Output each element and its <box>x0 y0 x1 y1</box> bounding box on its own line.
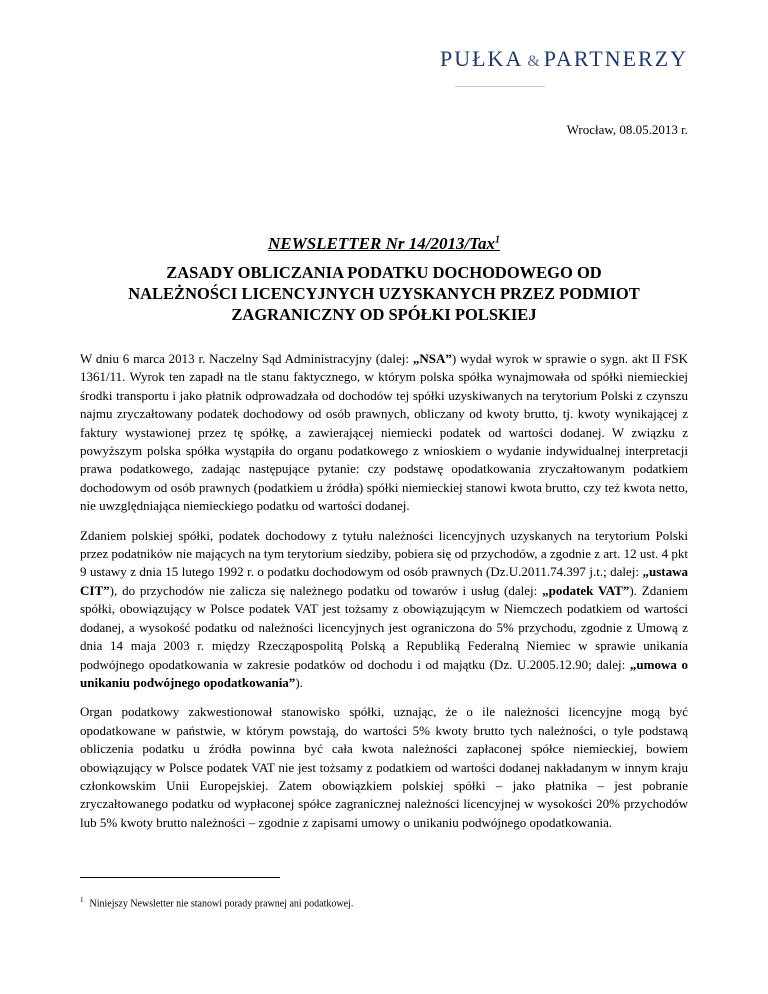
p2-text-a: Zdaniem polskiej spółki, podatek dochodowy z tytułu należności licencyjnych uzyskanych na terytorium Polski przez podatników nie mających na tym terytorium siedziby, pobiera się od przychodów, a zgodnie z art. 12 ust. 4 pkt 9 ustawy z dnia 15 lutego 1992 r. o podatku dochodowym od osób prawnych (Dz.U.2011.74.397 j.t.; dalej: <box>80 527 688 580</box>
footnote-mark: 1 <box>80 896 84 904</box>
p1-text-c: ) wydał wyrok w sprawie o sygn. akt II FSK 1361/11. Wyrok ten zapadł na tle stanu faktycznego, w którym polska spółka wynajmowała od spółki niemieckiej środki transportu i jako płatnik odprowadzała od dochodów tej spółki uzyskiwanych na terytorium Polski z czynszu najmu zryczałtowany podatek dochodowy od osób prawnych, obliczany od kwoty brutto, tj. kwoty wynikającej z faktury wystawionej przez tę spółkę, a zawierającej niemiecki podatek od wartości dodanej. W związku z powyższym polska spółka wystąpiła do organu podatkowego z wnioskiem o wydanie indywidualnej interpretacji prawa podatkowego, zadając następujące pytanie: czy podstawę opodatkowania zryczałtowanym podatkiem dochodowym od osób prawnych (podatkiem u źródła) spółki niemieckiej stanowi kwota brutto, czy też kwota netto, nie uwzględniająca niemieckiego podatku od wartości dodanej. <box>80 351 688 514</box>
logo-left-text: PUŁKA <box>440 46 524 71</box>
logo-divider <box>455 86 545 87</box>
p1-text-a: W dniu 6 marca 2013 r. Naczelny Sąd Administracyjny (dalej: <box>80 351 413 366</box>
document-date: Wrocław, 08.05.2013 r. <box>566 122 688 137</box>
document-body <box>80 350 688 843</box>
p2-text-e: ). Zdaniem spółki, obowiązujący w Polsce podatek VAT jest tożsamy z obowiązującym w Niemczech podatkiem od wartości dodanej, a wysokość podatku od należności licencyjnych jest ograniczona do 5% przychodu, zgodnie z Umową z dnia 14 maja 2003 r. między Rzecząpospolitą Polską a Republiką Federalną Niemiec w sprawie unikania podwójnego opodatkowania w zakresie podatków od dochodu i od majątku (Dz. U.2005.12.90; dalej: <box>80 582 688 672</box>
paragraph-2 <box>80 527 688 693</box>
paragraph-1 <box>80 350 688 516</box>
p2-text-g: ). <box>295 674 303 690</box>
p1-term-nsa: „NSA” <box>412 351 452 366</box>
p2-term-cit: „ustawa CIT” <box>80 564 688 598</box>
footnote <box>80 896 688 909</box>
company-logo <box>440 46 700 72</box>
p2-term-vat: „podatek VAT” <box>542 582 630 598</box>
document-headline: ZASADY OBLICZANIA PODATKU DOCHODOWEGO OD NALEŻNOŚCI LICENCYJNYCH UZYSKANYCH PRZEZ PODMIOT ZAGRANICZNY OD SPÓŁKI POLSKIEJ <box>128 263 640 324</box>
p2-term-umowa: „umowa o unikaniu podwójnego opodatkowania” <box>80 656 688 690</box>
footnote-separator <box>80 877 280 878</box>
newsletter-title-text: NEWSLETTER Nr 14/2013/Tax <box>267 234 496 253</box>
logo-right-text: PARTNERZY <box>543 46 689 71</box>
logo-ampersand: & <box>527 53 540 70</box>
paragraph-3: Organ podatkowy zakwestionował stanowisko spółki, uznając, że o ile należności licencyjne mogą być opodatkowane w państwie, w którym powstają, do wartości 5% kwoty brutto tych należności, o tyle podstawą obliczenia podatku u źródła powinna być cała kwota należności zapłaconej spółce niemieckiej, bowiem obowiązujący w Polsce podatek VAT nie jest tożsamy z podatkiem od wartości dodanej nakładanym w innym kraju członkowskim Unii Europejskiej. Zatem obowiązkiem polskiej spółki – jako płatnika – jest pobranie zryczałtowanego podatku od wypłaconej spółce zagranicznej należności licencyjnej w wysokości 20% przychodów lub 5% kwoty brutto należności – zgodnie z zapisami umowy o unikaniu podwójnego opodatkowania. <box>80 704 688 830</box>
p2-text-c: ), do przychodów nie zalicza się należnego podatku od towarów i usług (dalej: <box>109 582 543 598</box>
footnote-text: Niniejszy Newsletter nie stanowi porady prawnej ani podatkowej. <box>89 898 354 910</box>
newsletter-title <box>0 234 768 254</box>
title-footnote-mark: 1 <box>495 234 501 246</box>
